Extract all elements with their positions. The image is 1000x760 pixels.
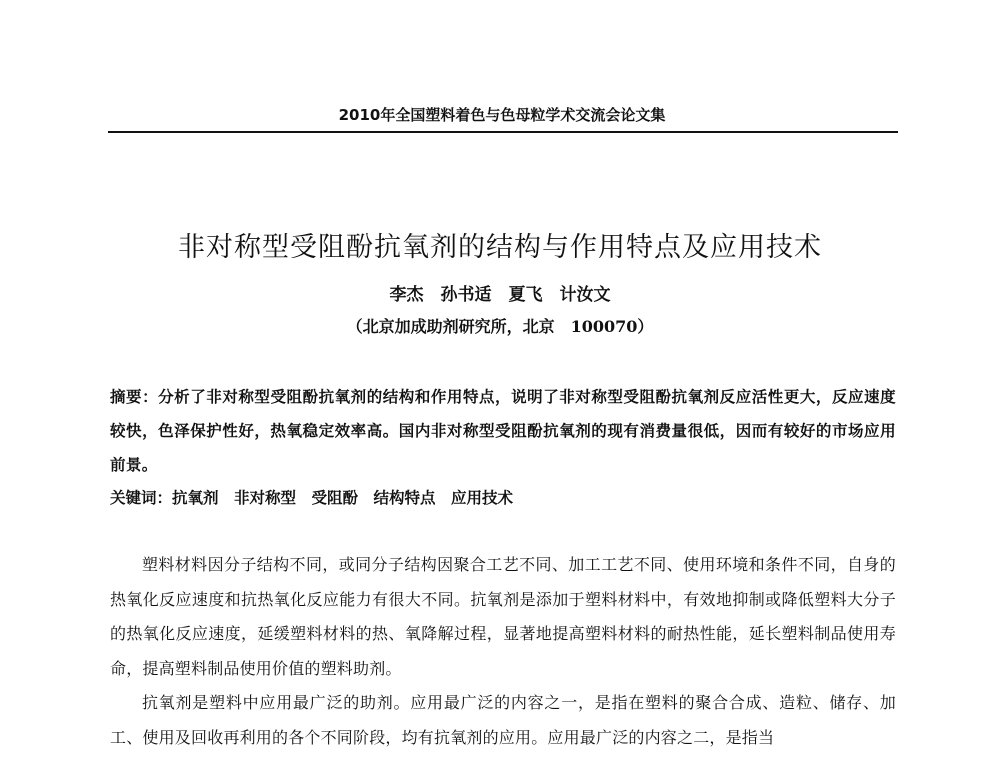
authors: 李杰 孙书适 夏飞 计汝文 (389, 285, 611, 305)
abstract (110, 380, 896, 482)
abstract-label: 摘要： (110, 388, 159, 406)
abstract-text: 分析了非对称型受阻酚抗氧剂的结构和作用特点，说明了非对称型受阻酚抗氧剂反应活性更大，反应速度较快，色泽保护性好，热氧稳定效率高。国内非对称型受阻酚抗氧剂的现有消费量很低，因而有较好的市场应用前景。 (110, 387, 897, 474)
keywords (110, 483, 896, 513)
affiliation: （北京加成助剂研究所，北京 100070） (346, 317, 654, 336)
body-paragraph: 抗氧剂是塑料中应用最广泛的助剂。应用最广泛的内容之一，是指在塑料的聚合合成、造粒、储存、加工、使用及回收再利用的各个不同阶段，均有抗氧剂的应用。应用最广泛的内容之二，是指当 (110, 693, 896, 747)
header-rule (108, 131, 898, 133)
body-text (110, 548, 896, 755)
keywords-text: 抗氧剂 非对称型 受阻酚 结构特点 应用技术 (172, 488, 514, 507)
keywords-label: 关键词： (110, 489, 173, 507)
article-title: 非对称型受阻酚抗氧剂的结构与作用特点及应用技术 (178, 232, 822, 263)
body-paragraph: 塑料材料因分子结构不同，或同分子结构因聚合工艺不同、加工工艺不同、使用环境和条件不同，自身的热氧化反应速度和抗热氧化反应能力有很大不同。抗氧剂是添加于塑料材料中，有效地抑制或降低塑料大分子的热氧化反应速度，延缓塑料材料的热、氧降解过程，显著地提高塑料材料的耐热性能，延长塑料制品使用寿命，提高塑料制品使用价值的塑料助剂。 (110, 555, 896, 678)
running-header: 2010年全国塑料着色与色母粒学术交流会论文集 (338, 106, 666, 124)
